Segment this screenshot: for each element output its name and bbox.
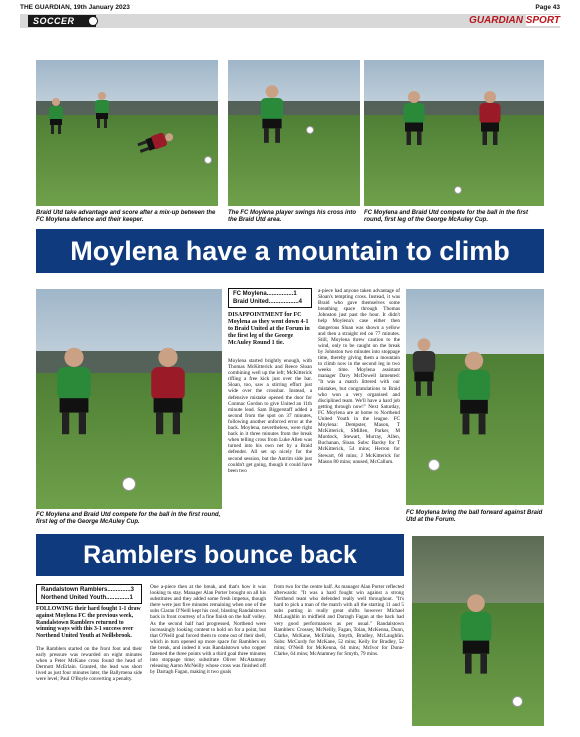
photo-story-2: [412, 536, 544, 726]
photo-top-1: [36, 60, 218, 206]
scorebox-story-2: [36, 584, 142, 604]
headline-story-1: Moylena have a mountain to climb: [36, 229, 544, 273]
headline-story-2: Ramblers bounce back: [36, 534, 404, 576]
score-away: Northend United Youth..............1: [41, 595, 133, 601]
lead-story-1: DISAPPOINTMENT for FC Moylena as they went down 4-1 to Braid United at the Forum in the first leg of the George McAuley Round 1 tie.: [228, 312, 310, 346]
body-story-1-col-2: a-piece had anyone taken advantage of Sloan's tempting cross. Instead, it was Braid who gave themselves some breathing space through Thomas Johnston just past the hour. It didn't help Moylena's case either then dangerous Sloan was shown a yellow and then a straight red on 77 minutes. Still, Moylena threw caution to the wind, only to be caught on the break by Johnston two minutes into stoppage time, thereby giving them a mountain to climb now in the second leg in two weeks time. Moylena assistant manager Davy McDowell lamented: "It was a match littered with our mistakes, but congratulations to Braid who won a very organised and disciplined team. We'll have a hard job getting through now!" Next Saturday, FC Moylena are at home to Northend United Youth in the league. FC Moylena: Dempster, Mason, T McKitterick, SMillen, Parker, M Murdock, Stewart, Murray, Allen, Buchanan, Sloan. Subs: Bardsy for T McKitterick, 54 mins; Herron for Stewart, 60 mins; J McKitterick for Mason 80 mins; unused, McCallum.: [318, 288, 400, 465]
photo-top-3: [364, 60, 544, 206]
body-story-1-col-1: Moylena started brightly enough, with Thomas McKitterick and Reece Sloan combining well up the left; McKitterick rifling a free kick just over the bar. Sloan, too, saw a stirring effort just wide over the crossbar. Instead, a defensive mistake opened the door for Conmac Gordon to give United an 11th minute lead. Sam Biggerstaff added a second from the spot on 37 minutes, following another unforced error at the back. Moylena, nevertheless, were right back in it three minutes from the break when telling cross from Luke Allen was turned into his own net by a Braid defender. All set up nicely for the second session, but the Antrim side just couldn't get going, though it could have been two: [228, 358, 312, 474]
brand-logo: [469, 15, 560, 27]
brand-b: SPORT: [525, 15, 560, 26]
lead-story-2: FOLLOWING their hard fought 1-1 draw against Moylena FC the previous week, Randalstown Ramblers returned to winning ways with this 3-1 success over Northend United Youth at Neillsbrook.: [36, 606, 141, 640]
caption-top-2: The FC Moylena player swings his cross into the Braid Utd area.: [228, 210, 357, 223]
brand-a: GUARDIAN: [469, 15, 523, 26]
score-away: Braid United..................4: [233, 299, 303, 305]
photo-story-1-right: [406, 289, 544, 505]
caption-story-1-left: FC Moylena and Braid Utd compete for the ball in the first round, first leg of the George McAuley Cup.: [36, 512, 221, 525]
body-story-2-col-2: One a-piece then at the break, and that's how it was looking to stay. Manager Alan Porter brought on all his substitutes and they added some fresh impetus, though there were just five minutes remaining when one of the subs Ciaran O'Neill kept his cool, blasting Randalstown back in front courtesy of a fine finish on the half volley. As the second half had progressed, Northend were increasingly looking content to hold on for a point, but that O'Neill goal forced them to come out of their shell, which in turn opened up more space for Ramblers on the break, and indeed it was Randalstown who copper fastened the three points with a third goal three minutes into stoppage time; substitute Oliver McAtamney releasing Aaron McNeilly whose cross was finished off by Darragh Fagan, making it two goals: [150, 584, 266, 676]
caption-top-1: Braid Utd take advantage and score after a mix-up between the FC Moylena defence and their keeper.: [36, 210, 216, 223]
section-label: SOCCER: [28, 15, 96, 27]
caption-story-1-right: FC Moylena bring the ball forward against Braid Utd at the Forum.: [406, 510, 543, 523]
score-home: FC Moylena................1: [233, 291, 297, 297]
score-home: Randalstown Ramblers..............3: [41, 587, 135, 593]
scorebox-story-1: [228, 288, 312, 308]
page-number: Page 43: [535, 4, 560, 11]
newspaper-masthead-date: THE GUARDIAN, 19th January 2023: [20, 4, 130, 11]
body-story-2-col-1: The Ramblers started on the front foot and their early pressure was rewarded on eight minutes when a Peter McKane cross found the head of Dermott McErlain. Granted, the lead was short lived as just four minutes later, the Ballymena side were level; Paul O'Boyle converting a penalty.: [36, 646, 142, 683]
body-story-2-col-3: from two for the centre half. As manager Alan Porter reflected afterwards: "It was a hard fought win against a strong Northend team who defended really well throughout. "It's hard to pick a man of the match with all the starting 11 and 5 subs putting in really great shifts however Michael McLaughlin in midfield and Darragh Fagan at the back had very good performances as per usual." Randalstown Ramblers: Crossey, McNeilly, Fagan, Tolan, McKenna, Dunn, Clarke, McKane, McErlain, Smyth, Bradley, McLaughlin. Subs: McCurdy for McKane, 52 mins; Kelly for Bradley, 52 mins; O'Neill for McKenna, 64 mins; McIvor for Dunn-Clarke, 64 mins; McAtamney for Smyth, 79 mins.: [274, 584, 404, 658]
photo-top-2: [228, 60, 360, 206]
caption-top-3: FC Moylena and Braid Utd compete for the ball in the first round, first leg of the George McAuley Cup.: [364, 210, 529, 223]
photo-story-1-left: [36, 289, 222, 509]
football-icon: [88, 16, 98, 26]
